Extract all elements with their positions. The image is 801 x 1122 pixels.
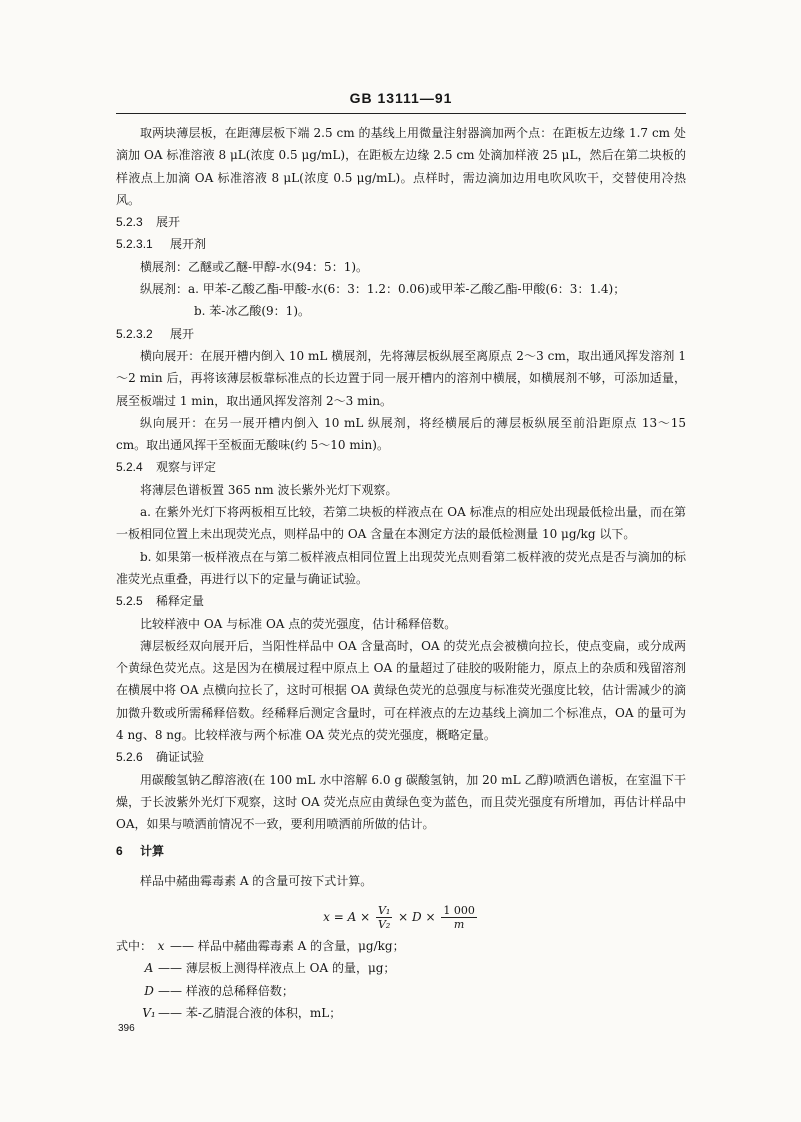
section-5-2-3-1	[116, 233, 686, 255]
section-number: 5.2.3	[116, 215, 143, 230]
symbol-description: —— 苯-乙腈混合液的体积，mL；	[158, 1005, 342, 1020]
fraction-v1-v2	[376, 904, 392, 931]
dilution-paragraph-2: 薄层板经双向展开后，当阳性样品中 OA 含量高时，OA 的荧光点会被横向拉长，使点变扁，或分成两个黄绿色荧光点。这是因为在横展过程中原点上 OA 的量超过了硅胶的吸附能力，原点上的杂质和残留溶剂在横展中将 OA 点横向拉长了，这时可根据 OA 黄绿色荧光的总强度与标准荧光强度比较，估计需减少的滴加微升数或所需稀释倍数。经稀释后测定含量时，可在样液点的左边基线上滴加二个标准点，OA 的量可为 4 ng、8 ng。比较样液与两个标准 OA 荧光点的荧光强度，概略定量。	[116, 638, 686, 743]
symbol-definition	[116, 957, 686, 979]
page-number: 396	[118, 1023, 135, 1034]
item-a-paragraph: a. 在紫外光灯下将两板相互比较，若第二块板的样液点在 OA 标准点的相应处出现最低检出量，而在第一板相同位置上未出现荧光点，则样品中的 OA 含量在本测定方法的最低检测量 10 μg/kg 以下。	[116, 505, 686, 542]
symbol-definition	[116, 980, 686, 1002]
formula-middle: × D ×	[398, 910, 436, 925]
dilution-paragraph-1: 比较样液中 OA 与标准 OA 点的荧光强度，估计稀释倍数。	[140, 616, 457, 631]
solvent-horizontal: 横展剂：乙醚或乙醚-甲醇-水(94：5：1)。	[140, 259, 369, 274]
section-title: 观察与评定	[156, 460, 217, 475]
section-number: 6	[116, 843, 123, 858]
solvent-vertical-b: b. 苯-冰乙酸(9：1)。	[194, 304, 310, 319]
section-number: 5.2.3.1	[116, 237, 153, 252]
section-5-2-5	[116, 590, 686, 612]
fraction-numerator: 1 000	[443, 904, 475, 918]
symbol-description: —— 样液的总稀释倍数；	[158, 983, 294, 998]
intro-paragraph: 取两块薄层板，在距薄层板下端 2.5 cm 的基线上用微量注射器滴加两个点：在距板左边缘 1.7 cm 处滴加 OA 标准溶液 8 μL(浓度 0.5 μg/mL)，在距板左边缘 2.5 cm 处滴加样液 25 μL，然后在第二块板的样液点上加滴 OA 标准溶液 8 μL(浓度 0.5 μg/mL)。点样时，需边滴加边用电吹风吹干，交替使用冷热风。	[116, 126, 686, 207]
symbol-definition	[116, 1002, 686, 1024]
section-title: 确证试验	[156, 750, 205, 765]
symbol-definition	[116, 935, 686, 957]
symbol-description: —— 薄层板上测得样液点上 OA 的量，μg；	[158, 961, 396, 976]
symbol: A	[144, 961, 154, 976]
fraction-denominator: m	[453, 918, 465, 932]
confirmation-paragraph: 用碳酸氢钠乙醇溶液(在 100 mL 水中溶解 6.0 g 碳酸氢钠，加 20 mL 乙醇)喷洒色谱板，在室温下干燥，于长波紫外光灯下观察，这时 OA 荧光点应由黄绿色变为蓝色，而且荧光强度有所增加，再估计样品中 OA，如果与喷洒前情况不一致，要利用喷洒前所做的估计。	[116, 772, 686, 832]
section-5-2-3-2	[116, 323, 686, 345]
header-rule	[116, 113, 686, 114]
section-number: 5.2.3.2	[116, 326, 153, 341]
section-number: 5.2.5	[116, 594, 143, 609]
fraction-denominator: V₂	[377, 918, 391, 932]
solvent-vertical-a: 纵展剂：a. 甲苯-乙酸乙酯-甲酸-水(6：3：1.2：0.06)或甲苯-乙酸乙酯-甲酸(6：3：1.4)；	[140, 282, 626, 297]
calculation-formula	[116, 904, 686, 931]
section-number: 5.2.6	[116, 750, 143, 765]
section-6	[116, 840, 686, 862]
fraction-numerator: V₁	[377, 904, 391, 918]
symbol: x	[157, 939, 165, 954]
section-5-2-3	[116, 211, 686, 233]
section-title: 计算	[140, 843, 165, 858]
symbol: V₁	[142, 1005, 156, 1020]
section-5-2-4	[116, 456, 686, 478]
fraction-1000-m	[441, 904, 477, 931]
section-number: 5.2.4	[116, 460, 143, 475]
symbol-description: —— 样品中赭曲霉毒素 A 的含量，μg/kg；	[170, 939, 405, 954]
item-b-paragraph: b. 如果第一板样液点在与第二板样液点相同位置上出现荧光点则看第二板样液的荧光点是否与滴加的标准荧光点重叠，再进行以下的定量与确证试验。	[116, 549, 686, 586]
horizontal-development-paragraph: 横向展开：在展开槽内倒入 10 mL 横展剂，先将薄层板纵展至离原点 2～3 cm，取出通风挥发溶剂 1～2 min 后，再将该薄层板靠标准点的长边置于同一展开槽内的溶剂中横展，如横展剂不够，可添加适量，展至板端过 1 min，取出通风挥发溶剂 2～3 min。	[116, 348, 686, 408]
section-title: 展开	[156, 215, 181, 230]
document-body	[116, 122, 686, 1024]
formula-lhs: x = A ×	[323, 910, 371, 925]
section-title: 展开剂	[170, 237, 207, 252]
calculation-intro: 样品中赭曲霉毒素 A 的含量可按下式计算。	[140, 873, 373, 888]
section-5-2-6	[116, 746, 686, 768]
observe-paragraph: 将薄层色谱板置 365 nm 波长紫外光灯下观察。	[140, 482, 398, 497]
symbol: D	[144, 983, 154, 998]
where-label: 式中：	[116, 939, 153, 954]
page-header-code: GB 13111—91	[349, 90, 453, 106]
section-title: 展开	[170, 326, 195, 341]
vertical-development-paragraph: 纵向展开：在另一展开槽内倒入 10 mL 纵展剂，将经横展后的薄层板纵展至前沿距原点 13～15 cm。取出通风挥干至板面无酸味(约 5～10 min)。	[116, 415, 686, 453]
section-title: 稀释定量	[156, 594, 205, 609]
